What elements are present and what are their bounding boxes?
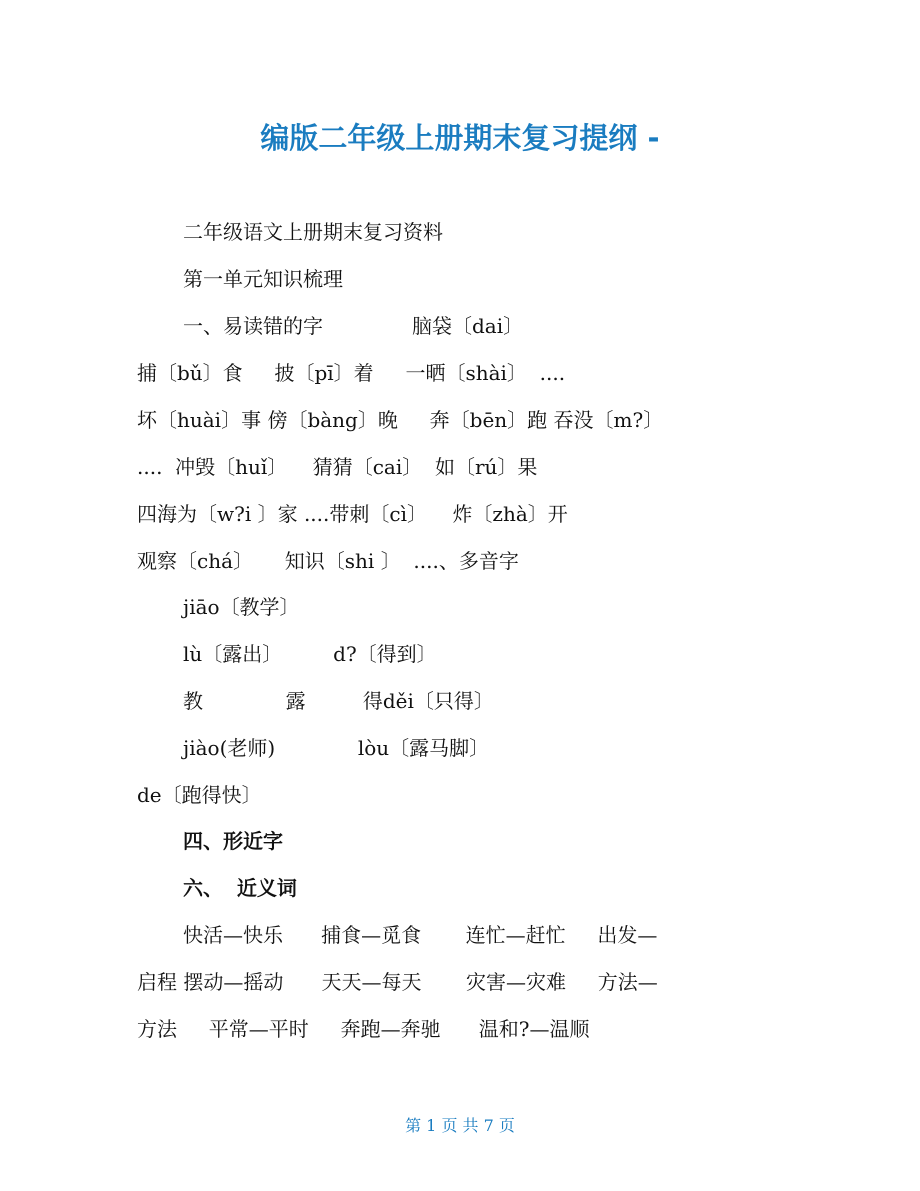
text-line-7: 四海为〔w?i 〕家 ....带刺〔cì〕 炸〔zhà〕开 (137, 502, 568, 526)
text-line-17: 启程 摆动—摇动 天天—每天 灾害—灾难 方法— (137, 970, 658, 994)
text-line-16: 快活—快乐 捕食—觅食 连忙—赶忙 出发— (183, 923, 658, 947)
text-line-2: 第一单元知识梳理 (183, 267, 343, 291)
page-title: 编版二年级上册期末复习提纲 - (260, 121, 660, 155)
text-line-9: jiāo〔教学〕 (183, 595, 300, 619)
text-line-18: 方法 平常—平时 奔跑—奔驰 温和?—温顺 (137, 1017, 590, 1041)
text-line-4: 捕〔bǔ〕食 披〔pī〕着 一晒〔shài〕 .... (137, 361, 566, 385)
text-line-12: jiào(老师) lòu〔露马脚〕 (183, 736, 490, 760)
section-heading-6: 六、 近义词 (183, 876, 297, 900)
text-line-13: de〔跑得快〕 (137, 783, 262, 807)
text-line-3: 一、易读错的字 脑袋〔dai〕 (183, 314, 524, 338)
text-line-11: 教 露 得děi〔只得〕 (183, 689, 494, 713)
text-line-10: lù〔露出〕 d?〔得到〕 (183, 642, 437, 666)
text-line-6: .... 冲毁〔huǐ〕 猜猜〔cai〕 如〔rú〕果 (137, 455, 538, 479)
page-footer: 第 1 页 共 7 页 (405, 1116, 515, 1135)
section-heading-4: 四、形近字 (183, 829, 283, 853)
text-line-1: 二年级语文上册期末复习资料 (183, 220, 443, 244)
text-line-8: 观察〔chá〕 知识〔shi 〕 ....、多音字 (137, 549, 519, 573)
text-line-5: 坏〔huài〕事 傍〔bàng〕晚 奔〔bēn〕跑 吞没〔m?〕 (137, 408, 664, 432)
